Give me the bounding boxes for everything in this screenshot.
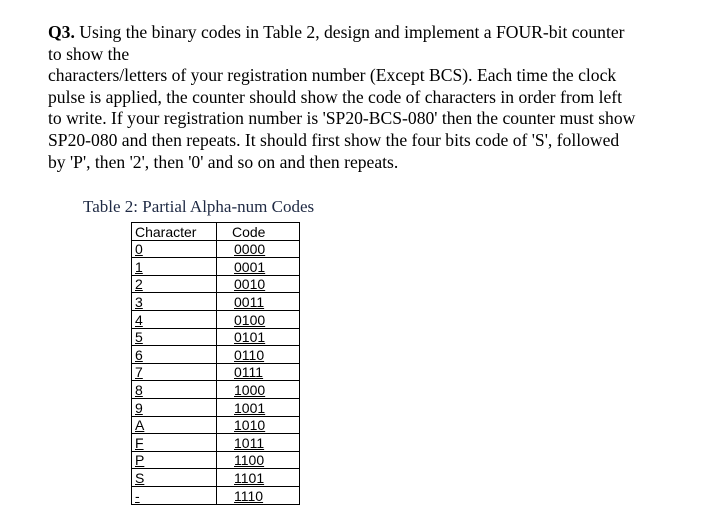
code-value: 1101	[234, 469, 265, 486]
code-cell	[217, 310, 300, 328]
code-cell	[217, 258, 300, 276]
character-value: 2	[135, 276, 143, 293]
character-cell	[132, 434, 217, 452]
character-cell	[132, 451, 217, 469]
question-line-5: to write. If your registration number is 'SP20-BCS-080' then the counter must show	[48, 108, 636, 129]
character-value: F	[135, 434, 144, 451]
code-cell	[217, 416, 300, 434]
code-cell	[217, 381, 300, 399]
character-cell	[132, 486, 217, 504]
code-cell	[217, 240, 300, 258]
character-value: P	[135, 452, 145, 469]
alpha-num-codes-table	[131, 222, 300, 505]
code-value: 0011	[234, 293, 265, 310]
question-text	[48, 22, 678, 173]
character-cell	[132, 328, 217, 346]
code-value: 1001	[234, 399, 266, 416]
table-row	[132, 346, 300, 364]
character-value: 4	[135, 311, 143, 328]
table-caption: Table 2: Partial Alpha-num Codes	[83, 197, 315, 216]
code-cell	[217, 293, 300, 311]
table-row	[132, 381, 300, 399]
code-cell	[217, 486, 300, 504]
character-value: 5	[135, 329, 143, 346]
code-value: 1110	[234, 487, 264, 504]
code-cell	[217, 363, 300, 381]
question-line-2: to show the	[48, 43, 130, 64]
code-value: 0001	[234, 258, 266, 275]
character-cell	[132, 240, 217, 258]
code-value: 1011	[234, 434, 265, 451]
code-value: 1010	[234, 417, 266, 434]
code-value: 1100	[234, 452, 265, 469]
character-value: 1	[135, 258, 143, 275]
table-header-row	[132, 223, 300, 241]
character-cell	[132, 398, 217, 416]
character-cell	[132, 346, 217, 364]
table-row	[132, 416, 300, 434]
code-value: 0100	[234, 311, 266, 328]
character-value: 9	[135, 399, 143, 416]
code-cell	[217, 469, 300, 487]
table-row	[132, 258, 300, 276]
code-value: 0110	[234, 346, 265, 363]
code-value: 1000	[234, 381, 266, 398]
code-cell	[217, 434, 300, 452]
character-value: 8	[135, 381, 143, 398]
code-value: 0111	[234, 364, 264, 381]
code-cell	[217, 451, 300, 469]
code-value: 0101	[234, 329, 266, 346]
table-row	[132, 310, 300, 328]
question-number: Q3.	[48, 22, 75, 42]
table-row	[132, 363, 300, 381]
code-value: 0010	[234, 276, 266, 293]
question-line-6: SP20-080 and then repeats. It should first show the four bits code of 'S', followed	[48, 129, 620, 150]
character-value: 6	[135, 346, 143, 363]
character-cell	[132, 275, 217, 293]
character-cell	[132, 258, 217, 276]
character-value: 0	[135, 241, 143, 258]
table-row	[132, 451, 300, 469]
table-row	[132, 486, 300, 504]
character-value: -	[135, 487, 140, 504]
table-row	[132, 240, 300, 258]
table-row	[132, 293, 300, 311]
table-row	[132, 328, 300, 346]
table-row	[132, 398, 300, 416]
question-line-4: pulse is applied, the counter should show the code of characters in order from left	[48, 86, 623, 107]
code-cell	[217, 398, 300, 416]
character-cell	[132, 416, 217, 434]
character-cell	[132, 381, 217, 399]
question-line-1-text: Using the binary codes in Table 2, design and implement a FOUR-bit counter	[74, 22, 625, 42]
table-row	[132, 434, 300, 452]
table-row	[132, 469, 300, 487]
code-cell	[217, 275, 300, 293]
header-code: Code	[217, 223, 300, 241]
header-character: Character	[132, 223, 217, 241]
character-cell	[132, 310, 217, 328]
character-cell	[132, 469, 217, 487]
table-row	[132, 275, 300, 293]
character-value: S	[135, 469, 145, 486]
code-cell	[217, 328, 300, 346]
character-value: 3	[135, 293, 143, 310]
question-line-7: by 'P', then '2', then '0' and so on and then repeats.	[48, 151, 399, 172]
table-body	[132, 240, 300, 504]
character-cell	[132, 363, 217, 381]
question-line-3: characters/letters of your registration number (Except BCS). Each time the clock	[48, 65, 617, 86]
code-value: 0000	[234, 241, 266, 258]
code-cell	[217, 346, 300, 364]
question-line-1	[48, 22, 678, 44]
character-value: A	[135, 417, 145, 434]
character-value: 7	[135, 364, 143, 381]
character-cell	[132, 293, 217, 311]
